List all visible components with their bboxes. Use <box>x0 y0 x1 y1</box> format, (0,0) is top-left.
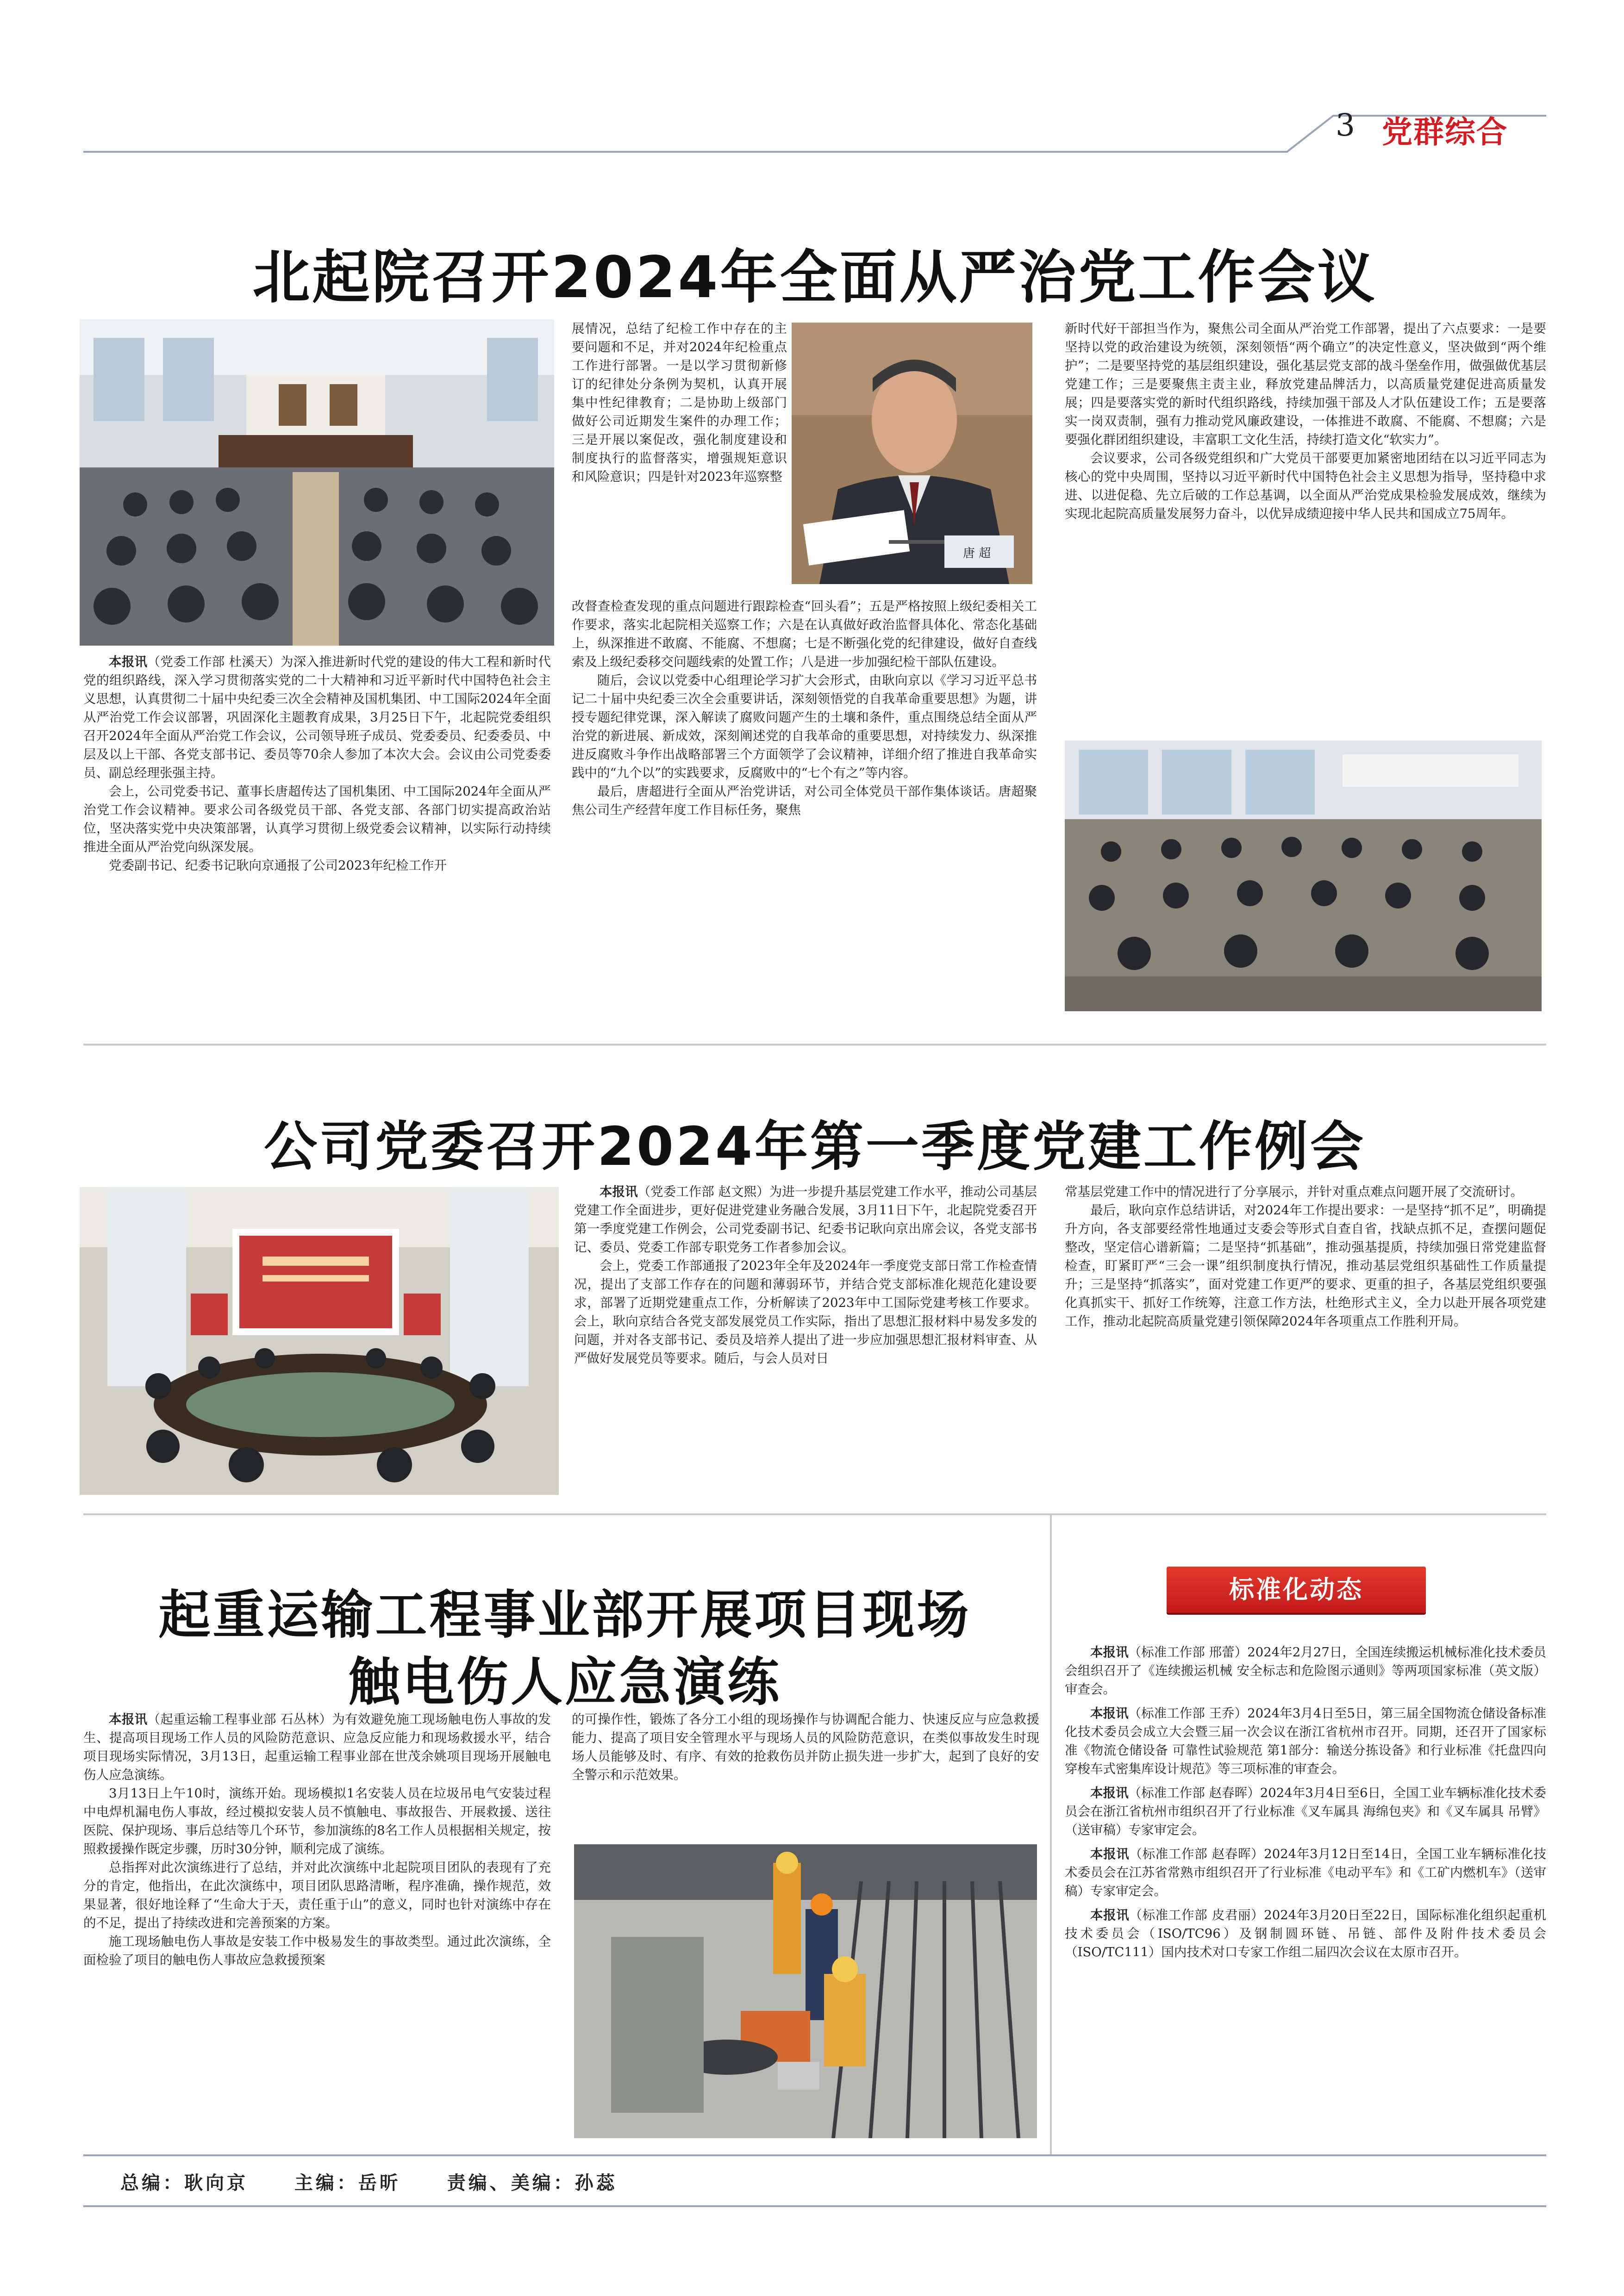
article2-para: 为进一步提升基层党建工作水平，推动公司基层党建工作全面进步，更好促进党建业务融合发展，3月11日下午，北起院党委召开第一季度党建工作例会，公司党委副书记、纪委书记耿向京出席会议，各党支部书记、委员、党委工作部专职党务工作者参加会议。 <box>574 1184 1037 1255</box>
article1-para: 随后，会议以党委中心组理论学习扩大会形式，由耿向京以《学习习近平总书记二十届中央纪委三次全会重要讲话，深刻领悟党的自我革命重要思想》为题，讲授专题纪律党课，深入解读了腐败问题产生的土壤和条件，重点围绕总结全面从严治党的新进展、新成效，深刻阐述党的自我革命的重要思想，对持续发力、纵深推进反腐败斗争作出战略部署三个方面领学了会议精神，详细介绍了推进自我革命实践中的“九个以”的实践要求，反腐败中的“七个有之”等内容。 <box>572 673 1037 780</box>
footer-editor-label: 总编： <box>120 2172 184 2194</box>
sidebar-title: 标准化动态 <box>1229 1575 1363 1604</box>
article2-byline: 本报讯 <box>600 1184 638 1199</box>
footer-rule-top <box>83 2154 1546 2156</box>
footer-chief: 岳昕 <box>358 2172 401 2194</box>
footer-duty: 孙蕊 <box>575 2172 618 2194</box>
article3-headline-line1: 起重运输工程事业部开展项目现场 <box>158 1585 971 1645</box>
article1-para: 会议要求，公司各级党组织和广大党员干部要更加紧密地团结在以习近平同志为核心的党中央周围，坚持以习近平新时代中国特色社会主义思想为指导，坚持稳中求进、以进促稳、先立后破的工作总基调，以全面从严治党成果检验发展成效，继续为实现北起院高质量发展努力奋斗，以优异成绩迎接中华人民共和国成立75周年。 <box>1065 451 1546 521</box>
article3-para: 总指挥对此次演练进行了总结，并对此次演练中北起院项目团队的表现有了充分的肯定，他指出，在此次演练中，项目团队思路清晰，程序准确，操作规范，效果显著，很好地诠释了“生命大于天，责任重于山”的意义，同时也针对演练中存在的不足，提出了持续改进和完善预案的方案。 <box>83 1860 551 1930</box>
footer-credits <box>120 2168 618 2195</box>
article1-source: （党委工作部 杜溪天） <box>147 654 281 669</box>
article2-source: （党委工作部 赵文熙） <box>637 1184 769 1199</box>
section-title: 党群综合 <box>1382 114 1508 150</box>
article1-photo-audience <box>1065 740 1542 1011</box>
sidebar-news-list <box>1065 1643 1546 1961</box>
footer-editor: 耿向京 <box>184 2172 248 2194</box>
sidebar-news-item: 本报讯（标准工作部 王乔）2024年3月4日至5日，第三届全国物流仓储设备标准化技术委员会成立大会暨三届一次会议在浙江省杭州市召开。同期，还召开了国家标准《物流仓储设备 可靠性试验规范 第1部分：输送分拣设备》和行业标准《托盘四向穿梭车式密集库设计规范》等三项标准的审查会。 <box>1065 1706 1546 1776</box>
article2-para: 最后，耿向京作总结讲话，对2024年工作提出要求：一是坚持“抓不足”，明确提升方向，各支部要经常性地通过支委会等形式自查自省，找缺点抓不足，查摆问题促整改，坚定信心谱新篇；二是坚持“抓基础”，推动强基提质，持续加强日常党建监督检查，盯紧盯严“三会一课”组织制度执行情况，推动基层党组织基础性工作质量提升；三是坚持“抓落实”，面对党建工作更严的要求、更重的担子，各基层党组织要强化真抓实干、抓好工作统筹，注意工作方法，杜绝形式主义，全力以赴开展各项党建工作，推动北起院高质量党建引领保障2024年各项重点工作胜利开局。 <box>1065 1203 1546 1329</box>
article1-column-2 <box>572 597 1037 819</box>
page-number: 3 <box>1336 107 1355 143</box>
article3-byline: 本报讯 <box>109 1712 148 1727</box>
article3-source: （起重运输工程事业部 石丛林） <box>147 1712 332 1727</box>
article1-photo-meeting-hall <box>80 319 554 646</box>
article1-photo-speaker <box>792 323 1032 584</box>
article1-para: 为深入推进新时代党的建设的伟大工程和新时代党的组织路线，深入学习贯彻落实党的二十大精神和习近平新时代中国特色社会主义思想，认真贯彻二十届中央纪委三次全会精神及国机集团、中工国际2024年全面从严治党工作会议部署，巩固深化主题教育成果，3月25日下午，北起院党委组织召开2024年全面从严治党工作会议，公司领导班子成员、党委委员、纪委委员、中层及以上干部、各党支部书记、委员等70余人参加了本次大会。会议由公司党委委员、副总经理张强主持。 <box>83 654 551 780</box>
article3-photo-drill <box>574 1844 1037 2138</box>
article3-para: 的可操作性，锻炼了各分工小组的现场操作与协调配合能力、快速反应与应急救援能力、提高了项目安全管理水平与现场人员的风险防范意识，在类似事故发生时现场人员能够及时、有序、有效的抢救伤员并防止损失进一步扩大，起到了良好的安全警示和示范效果。 <box>572 1712 1039 1782</box>
article2-column-3 <box>1065 1182 1546 1331</box>
sidebar-news-item: 本报讯（标准工作部 赵春晖）2024年3月12日至14日，全国工业车辆标准化技术委员会在江苏省常熟市组织召开了行业标准《电动平车》和《工矿内燃机车》（送审稿）专家审定会。 <box>1065 1847 1546 1898</box>
sidebar-news-item: 本报讯（标准工作部 邢蕾）2024年2月27日，全国连续搬运机械标准化技术委员会组织召开了《连续搬运机械 安全标志和危险图示通则》等两项国家标准（英文版）审查会。 <box>1065 1645 1547 1697</box>
sidebar-divider <box>1050 1514 1052 2155</box>
article3-para: 为有效避免施工现场触电伤人事故的发生、提高项目现场工作人员的风险防范意识、应急反应能力和现场救援水平，结合项目现场实际情况，3月13日，起重运输工程事业部在世茂余姚项目现场开展触电伤人应急演练。 <box>83 1712 551 1782</box>
footer-rule-bottom <box>83 2205 1546 2207</box>
article1-column-3 <box>1065 319 1546 523</box>
sidebar-title-banner <box>1167 1567 1426 1613</box>
speaker-name-caption: 唐 超 <box>963 547 991 560</box>
article2-photo-meeting-room <box>80 1187 559 1495</box>
footer-chief-label: 主编： <box>294 2172 358 2194</box>
article1-column-2-top <box>572 319 787 486</box>
section-divider <box>83 1044 1546 1045</box>
article3-para: 施工现场触电伤人事故是安装工作中极易发生的事故类型。通过此次演练，全面检验了项目的触电伤人事故应急救援预案 <box>83 1934 551 1967</box>
article1-column-1 <box>83 653 551 875</box>
article2-para: 会上，党委工作部通报了2023年全年及2024年一季度党支部日常工作检查情况，提出了支部工作存在的问题和薄弱环节，并结合党支部标准化规范化建设要求，部署了近期党建重点工作，分析解读了2023年中工国际党建考核工作要求。会上，耿向京结合各党支部发展党员工作实际，指出了思想汇报材料中易发多发的问题，并对各支部书记、委员及培养人提出了进一步应加强思想汇报材料审查、从严做好发展党员等要求。随后，与会人员对日 <box>574 1258 1037 1366</box>
article1-para: 展情况，总结了纪检工作中存在的主要问题和不足，并对2024年纪检重点工作进行部署。一是以学习贯彻新修订的纪律处分条例为契机，认真开展集中性纪律教育；二是协助上级部门做好公司近期发生案件的办理工作；三是开展以案促改，强化制度建设和制度执行的监督落实，增强规矩意识和风险意识；四是针对2023年巡察整 <box>572 321 787 484</box>
article3-headline-line2: 触电伤人应急演练 <box>348 1652 781 1712</box>
sidebar-news-item: 本报讯（标准工作部 皮君丽）2024年3月20日至22日，国际标准化组织起重机技术委员会（ISO/TC96）及钢制圆环链、吊链、部件及附件技术委员会（ISO/TC111）国内技术对口专家工作组二届四次会议在太原市召开。 <box>1065 1908 1546 1960</box>
article1-para: 党委副书记、纪委书记耿向京通报了公司2023年纪检工作开 <box>109 858 447 873</box>
article1-para: 会上，公司党委书记、董事长唐超传达了国机集团、中工国际2024年全面从严治党工作会议精神。要求公司各级党员干部、各党支部、各部门切实提高政治站位，坚决落实党中央决策部署，认真学习贯彻上级党委会议精神，以实际行动持续推进全面从严治党向纵深发展。 <box>83 784 551 854</box>
article1-para: 新时代好干部担当作为，聚焦公司全面从严治党工作部署，提出了六点要求：一是要坚持以党的政治建设为统领，深刻领悟“两个确立”的决定性意义，坚决做到“两个维护”；二是要坚持党的基层组织建设，强化基层党支部的战斗堡垒作用，做强做优基层党建工作；三是要聚焦主责主业，释放党建品牌活力，以高质量党建促进高质量发展；四是要落实党的新时代组织路线，持续加强干部及人才队伍建设工作；五是要落实一岗双责制，强有力推动党风廉政建设，一体推进不敢腐、不能腐、不想腐；六是要强化群团组织建设，丰富职工文化生活，持续打造文化“软实力”。 <box>1065 321 1546 447</box>
article1-para: 最后，唐超进行全面从严治党讲话，对公司全体党员干部作集体谈话。唐超聚焦公司生产经营年度工作目标任务，聚焦 <box>572 784 1037 817</box>
article2-para: 常基层党建工作中的情况进行了分享展示，并针对重点难点问题开展了交流研讨。 <box>1065 1184 1523 1199</box>
section-divider <box>83 1513 1546 1515</box>
article2-headline: 公司党委召开2024年第一季度党建工作例会 <box>263 1116 1366 1178</box>
article2-column-2 <box>574 1182 1037 1368</box>
article1-headline: 北起院召开2024年全面从严治党工作会议 <box>252 244 1377 311</box>
article3-column-2 <box>572 1710 1039 1784</box>
article3-para: 3月13日上午10时，演练开始。现场模拟1名安装人员在垃圾吊电气安装过程中电焊机漏电伤人事故，经过模拟安装人员不慎触电、事故报告、开展救援、送往医院、保护现场、事后总结等几个环节，参加演练的8名工作人员根据相关规定，按照救援操作既定步骤，历时30分钟，顺利完成了演练。 <box>83 1786 551 1856</box>
article3-column-1 <box>83 1710 551 1969</box>
footer-duty-label: 责编、美编： <box>447 2172 575 2194</box>
article1-para: 改督查检查发现的重点问题进行跟踪检查“回头看”；五是严格按照上级纪委相关工作要求，落实北起院相关巡察工作；六是在认真做好政治监督具体化、常态化基础上，纵深推进不敢腐、不能腐、不想腐；七是不断强化党的纪律建设，做好自查线索及上级纪委移交问题线索的处置工作；八是进一步加强纪检干部队伍建设。 <box>572 599 1037 669</box>
article1-byline: 本报讯 <box>109 654 148 669</box>
header-rule-svg <box>83 106 1546 167</box>
header-bar <box>83 106 1546 167</box>
sidebar-news-item: 本报讯（标准工作部 赵春晖）2024年3月4日至6日，全国工业车辆标准化技术委员会在浙江省杭州市组织召开了行业标准《叉车属具 海绵包夹》和《叉车属具 吊臂》（送审稿）专家审定会。 <box>1065 1786 1546 1837</box>
